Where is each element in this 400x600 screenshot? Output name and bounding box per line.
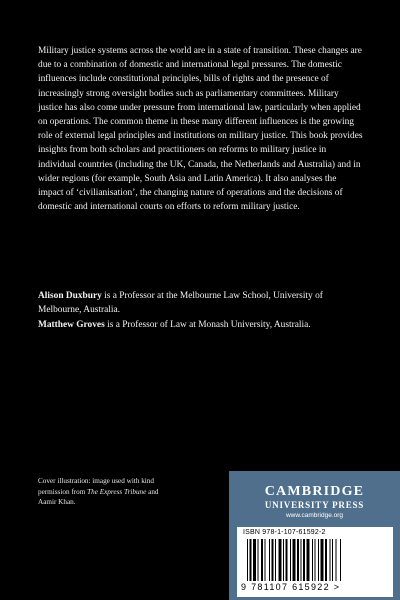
publisher-panel: [229, 471, 400, 600]
publisher-url: www.cambridge.org: [285, 512, 344, 519]
author-name: Matthew Groves: [38, 320, 105, 330]
barcode: [237, 527, 393, 597]
credit-prefix: Cover illustration: image used with kind permission from: [38, 477, 154, 496]
author-bio-text: is a Professor of Law at Monash University, Australia.: [104, 320, 311, 330]
publisher-logo-subname: UNIVERSITY PRESS: [264, 500, 365, 510]
credit-suffix: and Aamir Khan.: [38, 487, 159, 506]
barcode-digits: 9 781107 615922 >: [241, 582, 341, 592]
barcode-bars: [247, 539, 383, 581]
publisher-logo-name: CAMBRIDGE: [264, 484, 365, 499]
author-bio-duxbury: [38, 289, 364, 317]
cover-illustration-credit: [38, 476, 168, 508]
credit-source: The Express Tribune: [87, 487, 147, 496]
author-bio-groves: [38, 318, 364, 332]
author-bio-text: is a Professor at the Melbourne Law School, University of Melbourne, Australia.: [38, 291, 323, 316]
isbn-label: ISBN 978-1-107-61592-2: [243, 529, 326, 536]
author-name: Alison Duxbury: [38, 291, 102, 301]
back-cover-blurb: Military justice systems across the world are in a state of transition. These changes are due to a combination of domestic and international legal pressures. The domestic influences include constitutional principles, bills of rights and the presence of increasingly strong oversight bodies such as parliamentary committees. Military justice has also come under pressure from international law, particularly when applied on operations. The common theme in these many different influences is the growing role of external legal principles and institutions on military justice. This book provides insights from both scholars and practitioners on reforms to military justice in individual countries (including the UK, Canada, the Netherlands and Australia) and in wider regions (for example, South Asia and Latin America). It also analyses the impact of ‘civilianisation’, the changing nature of operations and the decisions of domestic and international courts on efforts to reform military justice.: [38, 46, 363, 213]
